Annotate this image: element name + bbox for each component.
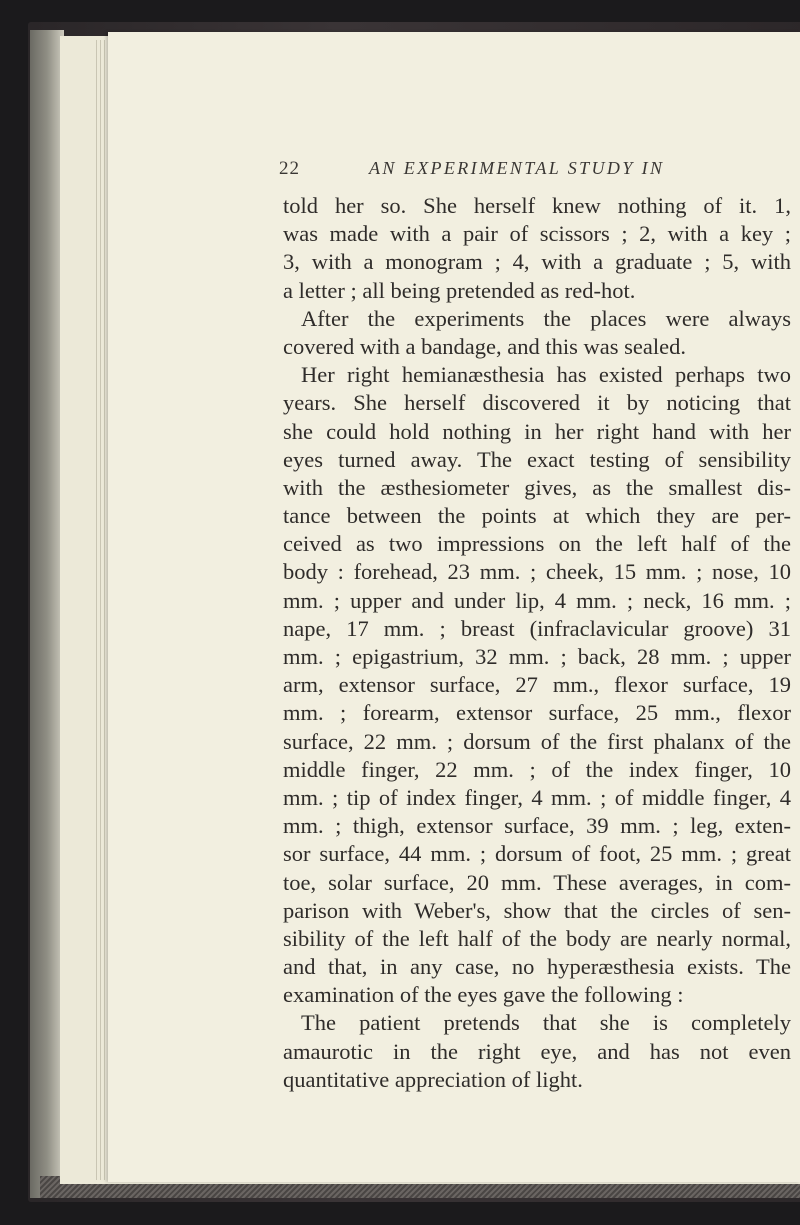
cover-edge — [30, 30, 64, 1198]
text-line: arm, extensor surface, 27 mm., flexor surface, 19 — [283, 672, 791, 698]
text-line: mm. ; forearm, extensor surface, 25 mm., flexor — [283, 700, 791, 726]
running-head: AN EXPERIMENTAL STUDY IN — [369, 158, 665, 178]
page-number: 22 — [279, 158, 300, 179]
text-line: body : forehead, 23 mm. ; cheek, 15 mm. ; nose, 10 — [283, 559, 791, 585]
text-line: told her so. She herself knew nothing of it. 1, — [283, 193, 791, 218]
text-line: ceived as two impressions on the left half of the — [283, 531, 791, 557]
text-line: toe, solar surface, 20 mm. These averages, in com- — [283, 869, 791, 895]
text-line: 3, with a monogram ; 4, with a graduate ; 5, with — [283, 249, 791, 275]
text-line: mm. ; upper and under lip, 4 mm. ; neck, 16 mm. ; — [283, 587, 791, 613]
text-line: Her right hemianæsthesia has existed perhaps two — [301, 362, 791, 388]
text-line: After the experiments the places were always — [301, 305, 791, 331]
page-edge-line — [104, 40, 105, 1180]
text-line: parison with Weber's, show that the circles of sen- — [283, 897, 791, 923]
text-line: she could hold nothing in her right hand with her — [283, 418, 791, 444]
text-line: with the æsthesiometer gives, as the smallest dis- — [283, 474, 791, 500]
text-line: sor surface, 44 mm. ; dorsum of foot, 25 mm. ; great — [283, 841, 791, 867]
text-line: mm. ; tip of index finger, 4 mm. ; of middle finger, 4 — [283, 784, 791, 810]
page-edge-line — [100, 40, 101, 1180]
text-line: sibility of the left half of the body are nearly normal, — [283, 925, 791, 951]
text-line: years. She herself discovered it by noticing that — [283, 390, 791, 416]
text-line: surface, 22 mm. ; dorsum of the first phalanx of the — [283, 728, 791, 754]
text-line: mm. ; thigh, extensor surface, 39 mm. ; leg, exten- — [283, 813, 791, 839]
text-line: nape, 17 mm. ; breast (infraclavicular groove) 31 — [283, 615, 791, 641]
text-line: covered with a bandage, and this was sealed. — [283, 333, 686, 359]
text-line: quantitative appreciation of light. — [283, 1066, 583, 1092]
text-line: mm. ; epigastrium, 32 mm. ; back, 28 mm. ; upper — [283, 644, 791, 669]
text-line: tance between the points at which they are per- — [283, 503, 791, 529]
body-text — [283, 192, 791, 1094]
text-line: amaurotic in the right eye, and has not even — [283, 1038, 791, 1064]
text-line: middle finger, 22 mm. ; of the index finger, 10 — [283, 756, 791, 782]
text-line: examination of the eyes gave the following : — [283, 982, 684, 1008]
page-header — [279, 158, 779, 182]
page-edge-line — [96, 40, 97, 1180]
text-line: The patient pretends that she is completely — [301, 1010, 791, 1036]
text-line: was made with a pair of scissors ; 2, with a key ; — [283, 221, 791, 247]
text-line: and that, in any case, no hyperæsthesia exists. The — [283, 954, 791, 980]
text-line: a letter ; all being pretended as red-hot. — [283, 277, 636, 303]
text-line: eyes turned away. The exact testing of sensibility — [283, 446, 791, 472]
